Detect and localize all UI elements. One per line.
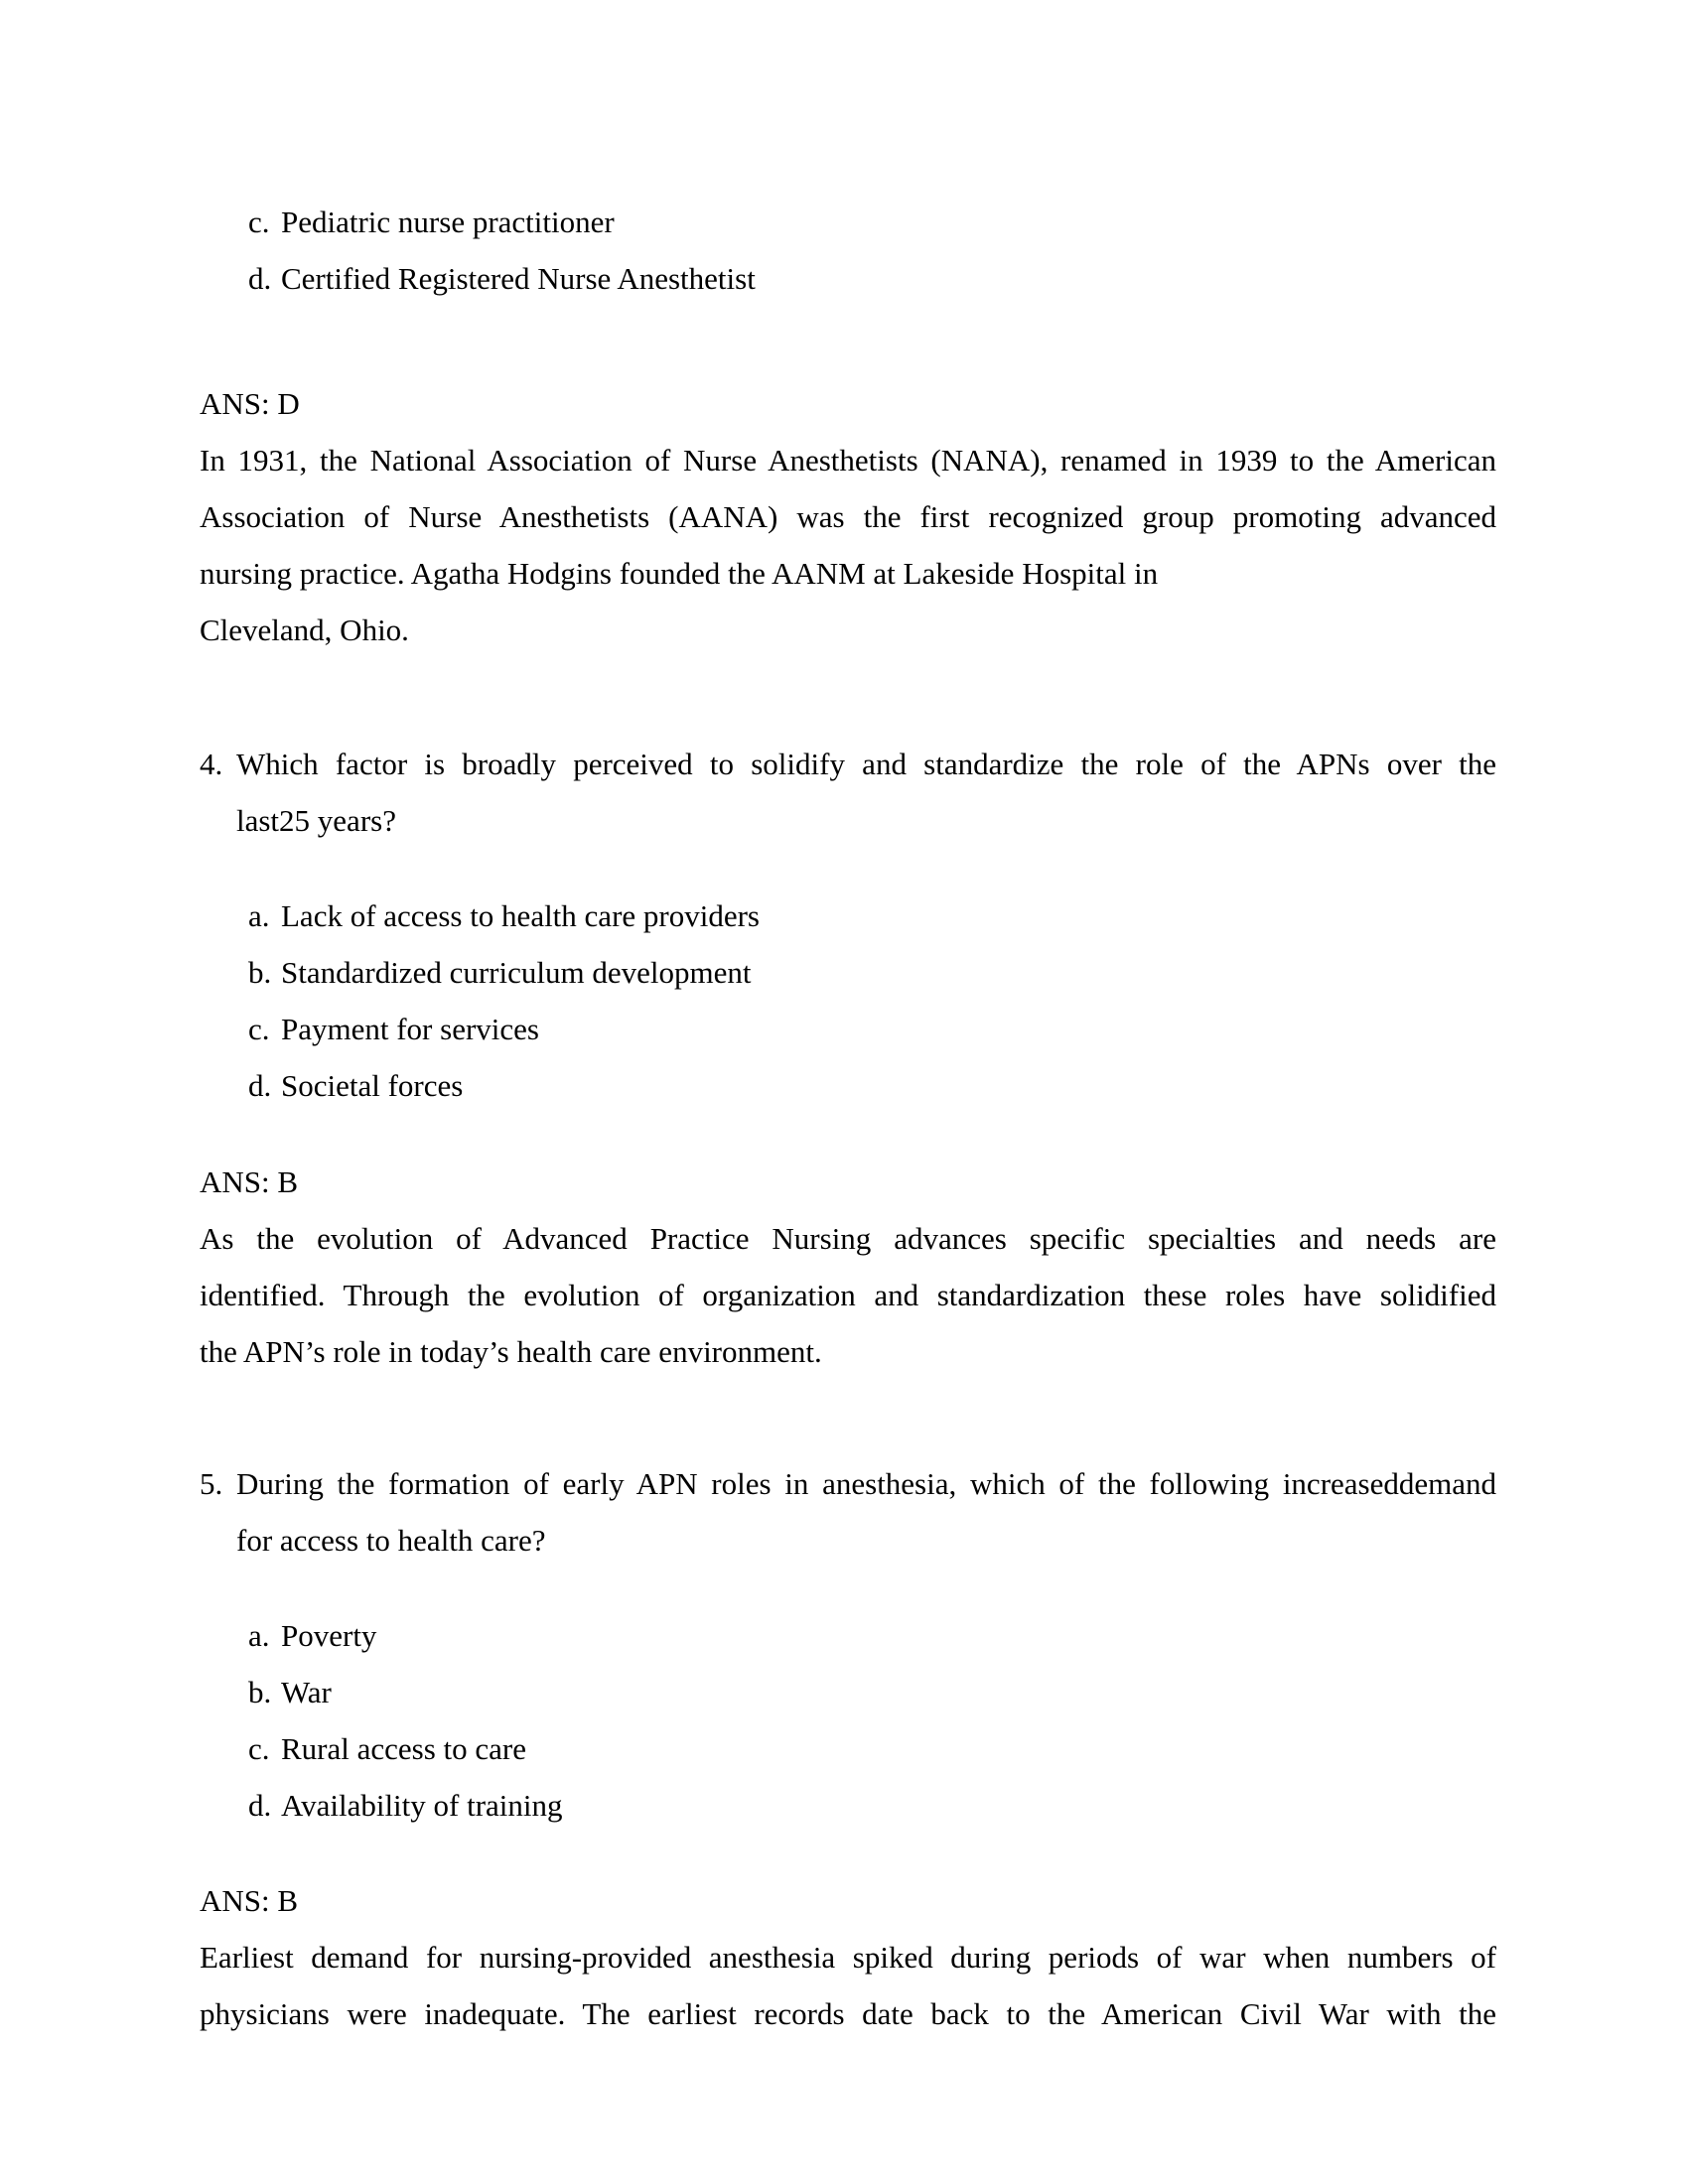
option-b	[248, 944, 1440, 1001]
question-4-rationale	[200, 1210, 1496, 1380]
option-text: War	[281, 1675, 332, 1709]
option-c	[248, 194, 1440, 250]
option-text: Certified Registered Nurse Anesthetist	[281, 261, 756, 296]
question-5-options	[248, 1607, 1440, 1834]
option-text: Availability of training	[281, 1788, 563, 1823]
question-5-answer-section	[200, 1872, 1496, 1929]
option-d	[248, 250, 1440, 307]
option-text: Standardized curriculum development	[281, 955, 752, 990]
question-text-continued: last25 years?	[236, 803, 396, 838]
question-5	[200, 1455, 1496, 1569]
option-letter: b.	[248, 955, 272, 990]
rationale-line: Earliest demand for nursing-provided anesthesia spiked during periods of war when numbers of	[200, 1940, 1496, 1975]
option-a	[248, 1607, 1440, 1664]
question-number: 5.	[200, 1466, 223, 1501]
option-text: Lack of access to health care providers	[281, 898, 760, 933]
option-d	[248, 1777, 1440, 1834]
option-c	[248, 1720, 1440, 1777]
option-a	[248, 887, 1440, 944]
option-letter: b.	[248, 1675, 272, 1709]
question-stem-line	[200, 736, 1496, 792]
rationale-line: identified. Through the evolution of organization and standardization these roles have solidified	[200, 1278, 1496, 1312]
option-letter: c.	[248, 205, 270, 239]
option-text: Poverty	[281, 1618, 377, 1653]
prev-rationale	[200, 432, 1496, 658]
prev-answer-section	[200, 375, 1496, 432]
option-text: Pediatric nurse practitioner	[281, 205, 615, 239]
option-letter: a.	[248, 898, 270, 933]
rationale-line: Association of Nurse Anesthetists (AANA) was the first recognized group promoting advanced	[200, 499, 1496, 534]
option-text: Societal forces	[281, 1068, 464, 1103]
question-number: 4.	[200, 747, 223, 781]
option-letter: c.	[248, 1012, 270, 1046]
question-stem-line	[200, 1455, 1496, 1512]
option-d	[248, 1057, 1440, 1114]
rationale-line: physicians were inadequate. The earliest records date back to the American Civil War with the	[200, 1996, 1496, 2031]
option-letter: a.	[248, 1618, 270, 1653]
rationale-line: In 1931, the National Association of Nurse Anesthetists (NANA), renamed in 1939 to the American	[200, 443, 1496, 478]
option-letter: d.	[248, 1788, 272, 1823]
rationale-line: As the evolution of Advanced Practice Nursing advances specific specialties and needs are	[200, 1221, 1496, 1256]
rationale-line: the APN’s role in today’s health care environment.	[200, 1334, 822, 1369]
answer-key: ANS: B	[200, 1883, 299, 1918]
option-letter: c.	[248, 1731, 270, 1766]
rationale-line: nursing practice. Agatha Hodgins founded the AANM at Lakeside Hospital in	[200, 556, 1159, 591]
question-4-answer-section	[200, 1154, 1496, 1210]
prev-question-options	[248, 194, 1440, 307]
option-letter: d.	[248, 1068, 272, 1103]
answer-key: ANS: D	[200, 386, 300, 421]
question-4-options	[248, 887, 1440, 1114]
question-text: Which factor is broadly perceived to solidify and standardize the role of the APNs over the	[236, 747, 1496, 781]
rationale-line: Cleveland, Ohio.	[200, 613, 409, 647]
question-text: During the formation of early APN roles in anesthesia, which of the following increaseddemand	[236, 1466, 1496, 1501]
option-letter: d.	[248, 261, 272, 296]
question-5-rationale	[200, 1929, 1496, 2042]
answer-key: ANS: B	[200, 1164, 299, 1199]
option-c	[248, 1001, 1440, 1057]
option-text: Rural access to care	[281, 1731, 527, 1766]
question-text-continued: for access to health care?	[236, 1523, 546, 1558]
option-b	[248, 1664, 1440, 1720]
question-4	[200, 736, 1496, 849]
option-text: Payment for services	[281, 1012, 539, 1046]
